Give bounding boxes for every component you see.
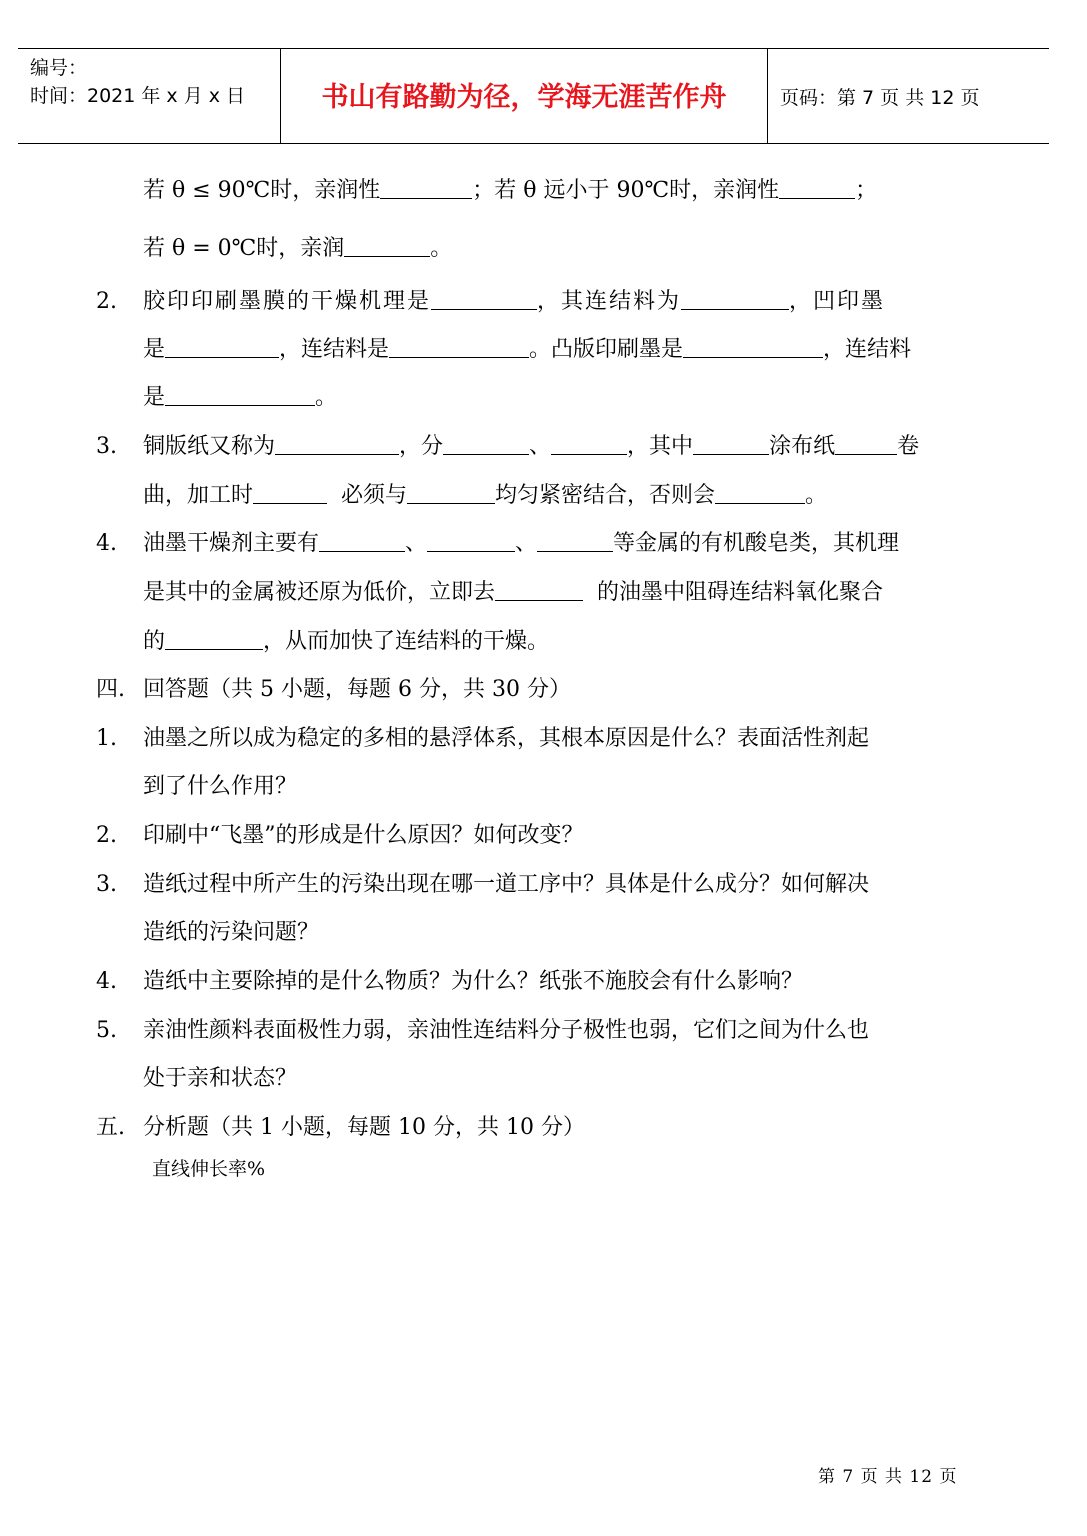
section-5-title: 分析题（共 1 小题，每题 10 分，共 10 分） [143,1115,585,1140]
text: 铜版纸又称为 [143,434,276,459]
text: ，凹印墨 [789,289,886,314]
blank [683,335,823,358]
q2-line-1 [143,287,885,317]
blank [693,432,769,455]
text: 是其中的金属被还原为低价，立即去 [143,580,496,605]
text: 卷 [897,434,920,459]
question-number: 1. [96,726,117,751]
q4-line-1 [143,529,899,559]
page-code: 页码：第 7 页 共 12 页 [780,87,980,109]
text: 。 [430,236,453,261]
blank [779,176,855,199]
blank [427,529,515,552]
text: ，分 [399,434,444,459]
blank [495,578,583,601]
header-right-cell [768,49,1049,143]
fill-line-theta-1 [143,176,877,206]
section-number: 五. [96,1115,125,1140]
q2-line-3 [143,383,337,413]
text: ； [855,178,878,203]
text: 。 [805,483,828,508]
motto: 书山有路勤为径，学海无涯苦作舟 [321,82,727,113]
question-text: 处于亲和状态？ [143,1066,298,1091]
q4-line-2 [143,578,883,608]
question-number: 2. [96,823,117,848]
text: 胶印印刷墨膜的干燥机理是 [143,289,432,314]
blank [165,627,263,650]
question-number: 4. [96,531,117,556]
text: ，其中 [627,434,694,459]
question-number: 5. [96,1018,117,1043]
figure-caption: 直线伸长率% [152,1158,266,1180]
header-center-cell [281,49,768,143]
text: ；若 θ 远小于 90℃时，亲润性 [472,178,780,203]
text: 油墨干燥剂主要有 [143,531,320,556]
text: 的油墨中阻碍连结料氧化聚合 [597,580,884,605]
blank [681,287,789,310]
text: ，从而加快了连结料的干燥。 [263,629,550,654]
text: 是 [143,337,166,362]
text: ，其连结料为 [537,289,682,314]
blank [344,234,430,257]
text: 等金属的有机酸皂类，其机理 [613,531,900,556]
blank [835,432,897,455]
serial-label: 编号： [30,57,88,79]
text: 、 [405,531,428,556]
blank [165,383,315,406]
blank [319,529,405,552]
text: 、 [529,434,552,459]
question-text: 造纸的污染问题？ [143,920,320,945]
page-header [18,48,1049,144]
blank [715,481,805,504]
question-text: 油墨之所以成为稳定的多相的悬浮体系，其根本原因是什么？表面活性剂起 [143,726,870,751]
text: 必须与 [341,483,408,508]
blank [380,176,472,199]
text: 涂布纸 [769,434,836,459]
question-text: 印刷中“飞墨”的形成是什么原因？如何改变？ [143,823,584,848]
text: 的 [143,629,166,654]
text: ，连结料 [823,337,912,362]
text: 。凸版印刷墨是 [529,337,684,362]
text: 、 [515,531,538,556]
q3-line-1 [143,432,919,462]
text: 曲，加工时 [143,483,254,508]
blank [253,481,327,504]
question-number: 3. [96,872,117,897]
q4-line-3 [143,627,549,657]
blank [443,432,529,455]
blank [165,335,279,358]
time-label: 时间：2021 年 x 月 x 日 [30,85,246,107]
q3-line-2 [143,481,827,511]
question-number: 2. [96,289,117,314]
question-text: 造纸过程中所产生的污染出现在哪一道工序中？具体是什么成分？如何解决 [143,872,870,897]
question-number: 4. [96,969,117,994]
blank [537,529,613,552]
text: 是 [143,385,166,410]
text: 。 [315,385,338,410]
text: 若 θ = 0℃时，亲润 [143,236,345,261]
blank [389,335,529,358]
blank [407,481,495,504]
question-text: 亲油性颜料表面极性力弱，亲油性连结料分子极性也弱，它们之间为什么也 [143,1018,870,1043]
fill-line-theta-2 [143,234,452,264]
text: 均匀紧密结合，否则会 [495,483,716,508]
blank [275,432,399,455]
section-4-title: 回答题（共 5 小题，每题 6 分，共 30 分） [143,677,571,702]
q2-line-2 [143,335,911,365]
text: ，连结料是 [279,337,390,362]
text: 若 θ ≤ 90℃时，亲润性 [143,178,381,203]
page-footer: 第 7 页 共 12 页 [818,1467,958,1487]
question-text: 造纸中主要除掉的是什么物质？为什么？纸张不施胶会有什么影响？ [143,969,804,994]
section-number: 四. [96,677,125,702]
question-number: 3. [96,434,117,459]
header-left-cell [18,49,281,143]
blank [551,432,627,455]
blank [431,287,537,310]
question-text: 到了什么作用？ [143,774,298,799]
